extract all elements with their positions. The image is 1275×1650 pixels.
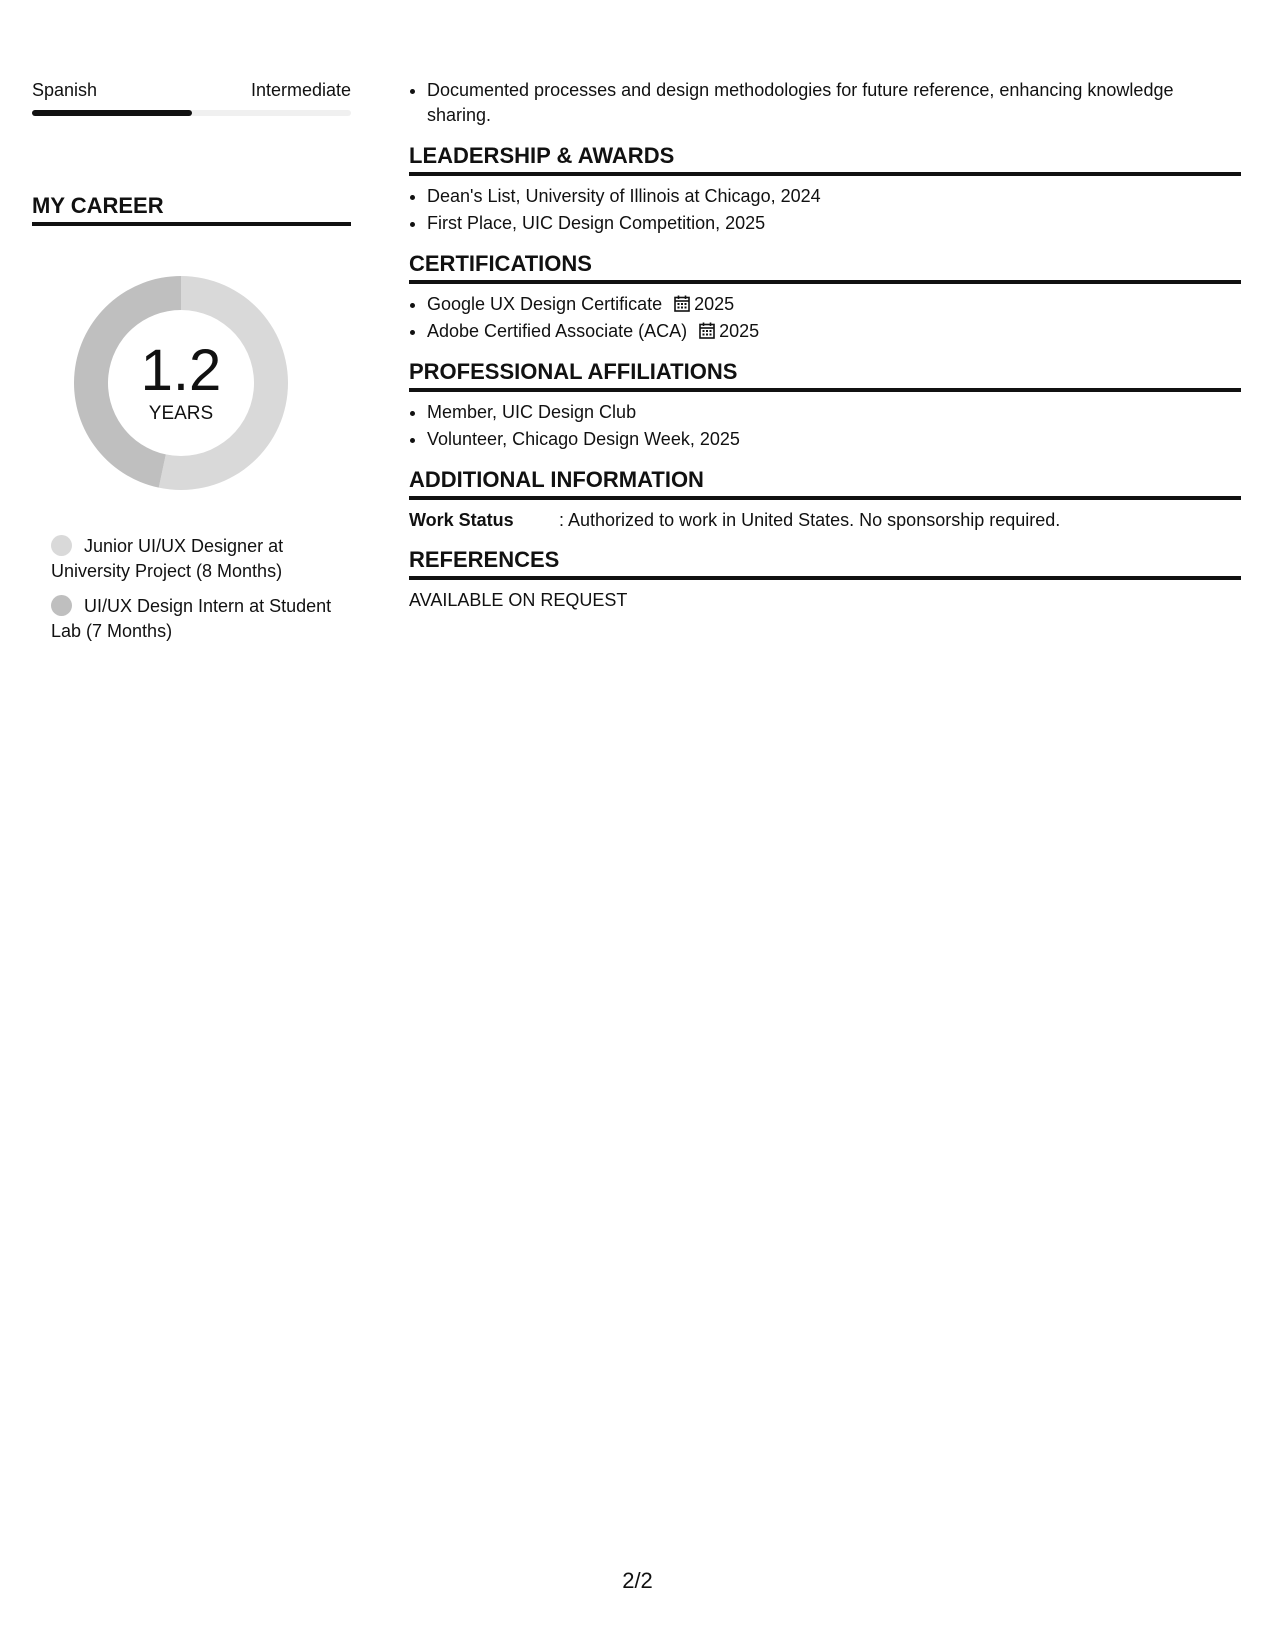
references-text: AVAILABLE ON REQUEST <box>409 590 628 610</box>
page-number: 2/2 <box>622 1568 653 1593</box>
leadership-title: LEADERSHIP & AWARDS <box>409 143 675 168</box>
certification-year: 2025 <box>719 321 760 341</box>
left-column <box>32 78 351 654</box>
language-proficiency-bar <box>32 110 351 116</box>
career-legend <box>32 534 351 644</box>
calendar-icon <box>674 295 690 312</box>
language-proficiency-fill <box>32 110 192 116</box>
legend-dot-icon <box>51 535 72 556</box>
experience-tail-list <box>409 78 1241 128</box>
career-total-unit: YEARS <box>148 403 214 424</box>
experience-bullet: • Documented processes and design methodologies for future reference, enhancing knowledge sharing. <box>427 78 1241 128</box>
section-rule <box>409 172 1241 176</box>
legend-text: Junior UI/UX Designer at University Project (8 Months) <box>51 536 284 581</box>
right-column <box>409 78 1241 612</box>
leadership-list <box>409 184 1241 236</box>
section-rule <box>409 576 1241 580</box>
career-donut-chart <box>66 268 296 498</box>
work-status-label: Work Status <box>409 510 514 530</box>
language-row <box>32 78 351 102</box>
section-rule <box>409 280 1241 284</box>
career-legend-item <box>51 534 351 584</box>
additional-info-title: ADDITIONAL INFORMATION <box>409 467 704 492</box>
career-total-value: 1.2 <box>140 338 222 403</box>
references-title: REFERENCES <box>409 547 560 572</box>
leadership-item: • Dean's List, University of Illinois at Chicago, 2024 <box>427 184 1241 209</box>
affiliation-item: • Volunteer, Chicago Design Week, 2025 <box>427 427 1241 452</box>
career-legend-item <box>51 594 351 644</box>
certification-name: Adobe Certified Associate (ACA) <box>427 321 688 341</box>
work-status-value: : Authorized to work in United States. No sponsorship required. <box>559 510 1061 530</box>
career-heading-rule <box>32 222 351 226</box>
certification-year: 2025 <box>694 294 735 314</box>
certification-item <box>427 292 1241 317</box>
affiliation-item: • Member, UIC Design Club <box>427 400 1241 425</box>
language-level: Intermediate <box>250 80 351 100</box>
calendar-icon <box>699 322 715 339</box>
section-rule <box>409 496 1241 500</box>
work-status-row <box>409 508 1241 532</box>
career-heading: MY CAREER <box>32 193 164 218</box>
section-rule <box>409 388 1241 392</box>
certifications-list <box>409 292 1241 344</box>
legend-text: UI/UX Design Intern at Student Lab (7 Months) <box>51 596 332 641</box>
language-name: Spanish <box>32 80 98 100</box>
certification-name: Google UX Design Certificate <box>427 294 663 314</box>
legend-dot-icon <box>51 595 72 616</box>
certification-item <box>427 319 1241 344</box>
affiliations-title: PROFESSIONAL AFFILIATIONS <box>409 359 738 384</box>
donut-center-label <box>66 268 296 498</box>
affiliations-list <box>409 400 1241 452</box>
certifications-title: CERTIFICATIONS <box>409 251 592 276</box>
leadership-item: • First Place, UIC Design Competition, 2025 <box>427 211 1241 236</box>
